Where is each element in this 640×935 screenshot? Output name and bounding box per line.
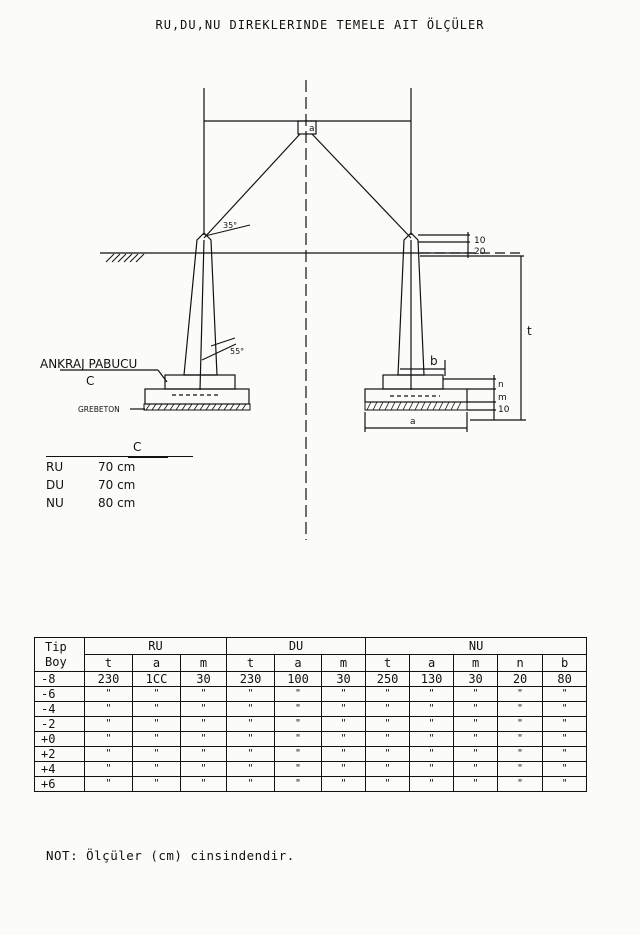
ditto-cell: " <box>366 732 410 747</box>
dim-t: t <box>527 324 532 338</box>
ditto-cell: " <box>454 777 498 792</box>
angle-label-low: 55° <box>230 347 245 356</box>
ditto-cell: " <box>133 717 181 732</box>
ditto-cell: " <box>227 702 275 717</box>
ditto-cell: " <box>410 732 454 747</box>
subheader: n <box>498 655 543 672</box>
ditto-cell: " <box>275 687 322 702</box>
ditto-cell: " <box>322 687 366 702</box>
right-anchor-shoe <box>383 375 443 389</box>
dim-10-bottom: 10 <box>498 405 510 415</box>
boy-cell: +4 <box>35 762 85 777</box>
ditto-cell: " <box>133 702 181 717</box>
ditto-cell: " <box>322 732 366 747</box>
value-cell: 100 <box>275 672 322 687</box>
right-foundation-block <box>365 389 467 402</box>
ditto-cell: " <box>275 702 322 717</box>
ditto-cell: " <box>133 762 181 777</box>
dim-20: 20 <box>474 247 486 257</box>
ditto-cell: " <box>543 777 587 792</box>
dim-b: b <box>430 354 438 368</box>
ditto-cell: " <box>85 687 133 702</box>
ditto-cell: " <box>543 702 587 717</box>
ditto-cell: " <box>543 687 587 702</box>
subheader: a <box>275 655 322 672</box>
boy-cell: +0 <box>35 732 85 747</box>
value-cell: 30 <box>181 672 227 687</box>
boy-label: Boy <box>45 654 67 669</box>
boy-cell: -4 <box>35 702 85 717</box>
ditto-cell: " <box>322 777 366 792</box>
subheader: a <box>410 655 454 672</box>
ditto-cell: " <box>410 762 454 777</box>
ditto-cell: " <box>227 732 275 747</box>
table-row <box>35 747 587 762</box>
ditto-cell: " <box>275 777 322 792</box>
subheader: m <box>181 655 227 672</box>
corner-cell <box>35 638 85 672</box>
subheader: m <box>322 655 366 672</box>
group-nu: NU <box>366 638 587 655</box>
ditto-cell: " <box>227 747 275 762</box>
ditto-cell: " <box>227 762 275 777</box>
subheader: t <box>227 655 275 672</box>
value-cell: 230 <box>85 672 133 687</box>
ditto-cell: " <box>543 732 587 747</box>
table-row <box>35 762 587 777</box>
left-foundation-block <box>145 389 249 404</box>
ditto-cell: " <box>322 717 366 732</box>
subheader: m <box>454 655 498 672</box>
ditto-cell: " <box>410 687 454 702</box>
value-cell: 20 <box>498 672 543 687</box>
ditto-cell: " <box>133 777 181 792</box>
value-cell: 1CC <box>133 672 181 687</box>
c-row-value: 70 cm <box>98 478 136 492</box>
ditto-cell: " <box>498 687 543 702</box>
ditto-cell: " <box>227 777 275 792</box>
ditto-cell: " <box>410 702 454 717</box>
ditto-cell: " <box>366 762 410 777</box>
ditto-cell: " <box>85 732 133 747</box>
c-value-table <box>46 438 193 512</box>
table-row <box>35 732 587 747</box>
dim-a: a <box>410 417 416 427</box>
angle-label-top: 35° <box>223 221 238 230</box>
ditto-cell: " <box>85 717 133 732</box>
ditto-cell: " <box>181 762 227 777</box>
ditto-cell: " <box>85 762 133 777</box>
ditto-cell: " <box>366 687 410 702</box>
ditto-cell: " <box>322 702 366 717</box>
c-label: C <box>86 374 95 388</box>
ditto-cell: " <box>498 747 543 762</box>
ditto-cell: " <box>85 702 133 717</box>
ditto-cell: " <box>133 747 181 762</box>
right-diagonal-strut <box>312 134 411 238</box>
boy-cell: -6 <box>35 687 85 702</box>
ditto-cell: " <box>454 717 498 732</box>
boy-cell: -2 <box>35 717 85 732</box>
dim-10-top: 10 <box>474 236 486 246</box>
dim-n: n <box>498 380 504 390</box>
ditto-cell: " <box>543 717 587 732</box>
ditto-cell: " <box>133 732 181 747</box>
page-title: RU,DU,NU DIREKLERINDE TEMELE AIT ÖLÇÜLER <box>155 18 485 32</box>
ditto-cell: " <box>454 702 498 717</box>
boy-cell: -8 <box>35 672 85 687</box>
ditto-cell: " <box>181 747 227 762</box>
ditto-cell: " <box>322 762 366 777</box>
ditto-cell: " <box>275 717 322 732</box>
boy-cell: +2 <box>35 747 85 762</box>
ditto-cell: " <box>275 747 322 762</box>
group-ru: RU <box>85 638 227 655</box>
ditto-cell: " <box>454 732 498 747</box>
ditto-cell: " <box>181 732 227 747</box>
table-row <box>35 777 587 792</box>
ditto-cell: " <box>498 732 543 747</box>
ditto-cell: " <box>181 717 227 732</box>
table-row <box>35 702 587 717</box>
subheader: b <box>543 655 587 672</box>
c-row-type: DU <box>46 478 65 492</box>
subheader: a <box>133 655 181 672</box>
ditto-cell: " <box>498 702 543 717</box>
ditto-cell: " <box>227 717 275 732</box>
ditto-cell: " <box>454 747 498 762</box>
grebeton-label: GREBETON <box>78 405 120 414</box>
subheader: t <box>366 655 410 672</box>
top-a-label: a <box>309 124 315 134</box>
ditto-cell: " <box>410 717 454 732</box>
ditto-rows <box>35 687 587 792</box>
value-cell: 80 <box>543 672 587 687</box>
table-row <box>35 717 587 732</box>
c-row-value: 80 cm <box>98 496 136 510</box>
ditto-cell: " <box>275 732 322 747</box>
ditto-cell: " <box>85 747 133 762</box>
dim-m: m <box>498 393 507 403</box>
ditto-cell: " <box>366 777 410 792</box>
ditto-cell: " <box>410 777 454 792</box>
c-row-type: NU <box>46 496 64 510</box>
ditto-cell: " <box>543 747 587 762</box>
ditto-cell: " <box>227 687 275 702</box>
ditto-cell: " <box>181 702 227 717</box>
value-cell: 30 <box>454 672 498 687</box>
subheader: t <box>85 655 133 672</box>
ankraj-label: ANKRAJ PABUCU <box>40 357 138 371</box>
ditto-cell: " <box>454 687 498 702</box>
group-du: DU <box>227 638 366 655</box>
ditto-cell: " <box>454 762 498 777</box>
value-cell: 30 <box>322 672 366 687</box>
ditto-cell: " <box>85 777 133 792</box>
ditto-cell: " <box>543 762 587 777</box>
c-row-type: RU <box>46 460 64 474</box>
ditto-cell: " <box>133 687 181 702</box>
ditto-cell: " <box>322 747 366 762</box>
ditto-cell: " <box>366 702 410 717</box>
c-row-value: 70 cm <box>98 460 136 474</box>
dimension-table <box>34 637 587 792</box>
left-diagonal-strut <box>204 134 300 238</box>
footnote: NOT: Ölçüler (cm) cinsindendir. <box>46 848 295 863</box>
ditto-cell: " <box>181 687 227 702</box>
ditto-cell: " <box>366 747 410 762</box>
ditto-cell: " <box>498 717 543 732</box>
table-row <box>35 687 587 702</box>
ditto-cell: " <box>366 717 410 732</box>
value-cell: 250 <box>366 672 410 687</box>
ditto-cell: " <box>498 777 543 792</box>
ditto-cell: " <box>181 777 227 792</box>
tip-label: Tip <box>45 639 67 654</box>
c-header: C <box>133 440 142 454</box>
value-cell: 130 <box>410 672 454 687</box>
ditto-cell: " <box>498 762 543 777</box>
ground-hatch <box>106 254 144 262</box>
boy-cell: +6 <box>35 777 85 792</box>
ditto-cell: " <box>410 747 454 762</box>
value-cell: 230 <box>227 672 275 687</box>
ditto-cell: " <box>275 762 322 777</box>
